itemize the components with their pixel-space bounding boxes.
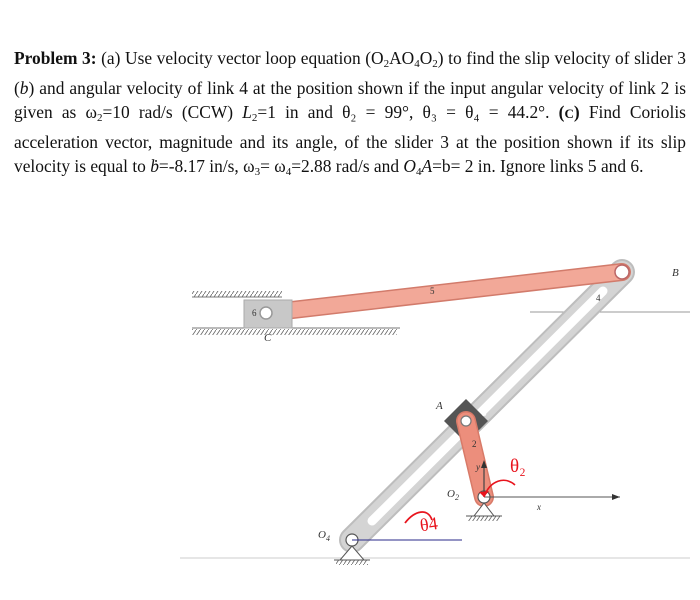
subscript: 3 — [254, 166, 261, 178]
text-fragment: =b= 2 in. Ignore links 5 and 6. — [432, 156, 644, 176]
part-c-text: Find Coriolis acceleration vector, magnitude and its angle, of the slider 3 at the position shown if its slip velocity is equal to — [14, 102, 686, 176]
text-fragment: =2.88 rad/s and — [291, 156, 400, 176]
label-link-4: 4 — [596, 293, 601, 303]
text-fragment: = ω — [260, 156, 286, 176]
o4a-symbol: O — [403, 156, 416, 176]
label-link-2: 2 — [472, 439, 477, 449]
ground-hatch-top — [192, 291, 282, 297]
subscript: 4 — [414, 58, 420, 70]
slip-velocity-symbol: ḃ — [150, 156, 159, 176]
subscript: 4 — [285, 166, 292, 178]
text-fragment: =1 in and — [257, 102, 333, 122]
part-c-letter: C — [564, 106, 574, 121]
text-fragment: O — [419, 48, 433, 68]
label-link-6: 6 — [252, 308, 257, 318]
subscript: 4 — [415, 166, 422, 178]
o4a-symbol-a: A — [421, 156, 433, 176]
subscript: 2 — [96, 112, 103, 124]
label-theta2: θ₂ — [510, 456, 526, 477]
label-c: C — [264, 332, 272, 344]
label-o4: $O_4$ — [318, 529, 330, 543]
text-fragment: =10 rad/s (CCW) — [102, 102, 234, 122]
label-theta4: θ4 — [418, 513, 439, 536]
link-2 — [466, 421, 484, 497]
label-link-5: 5 — [430, 286, 435, 296]
label-link-3: 3 — [482, 408, 487, 418]
part-a-marker: (a) — [101, 48, 121, 68]
paren: ( — [558, 102, 565, 122]
text-fragment: ) and angular velocity of link 4 at the position shown if the input angular velocity of link 2 is given as ω — [14, 78, 686, 122]
ground-hatch-bottom — [192, 329, 397, 335]
slip-variable: b — [19, 78, 29, 98]
paren: ) — [573, 102, 580, 122]
pin-a — [461, 416, 471, 426]
theta-equation: θ₂ = 99°, θ₃ = θ₄ = — [342, 102, 499, 122]
problem-heading: Problem 3: — [14, 48, 97, 68]
label-a: A — [436, 400, 443, 412]
label-y: y — [476, 462, 480, 472]
label-o2: $O_2$ — [447, 488, 459, 502]
subscript: 2 — [251, 112, 258, 124]
text-fragment: AO — [389, 48, 415, 68]
label-x: x — [537, 502, 541, 512]
link-length-symbol: L — [242, 102, 252, 122]
pin-c — [260, 307, 272, 319]
text-fragment: ) to find the slip velocity of slider 3 ( — [14, 48, 687, 98]
pin-b — [615, 265, 629, 279]
subscript: 2 — [432, 58, 438, 70]
label-b: B — [672, 267, 679, 279]
text-fragment: =-8.17 in/s, ω — [158, 156, 255, 176]
part-a-text: Use velocity vector loop equation (O — [125, 48, 384, 68]
subscript: 2 — [383, 58, 390, 70]
theta-value: 44.2°. — [507, 102, 550, 122]
